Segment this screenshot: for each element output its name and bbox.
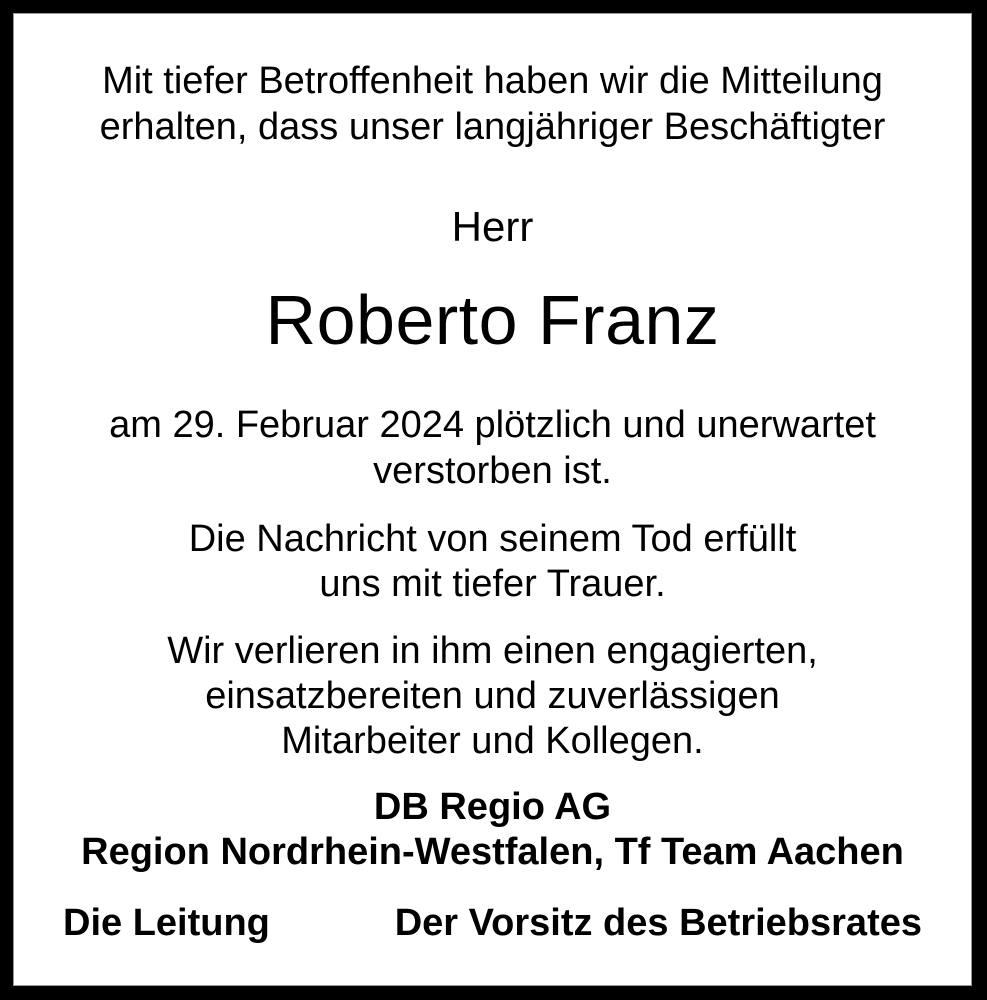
death-line-1: am 29. Februar 2024 plötzlich und unerwartet (109, 404, 876, 446)
tribute-line-1: Wir verlieren in ihm einen engagierten, (167, 630, 818, 672)
grief-line-2: uns mit tiefer Trauer. (319, 563, 666, 605)
organization (13, 785, 972, 875)
tribute-line-2: einsatzbereiten und zuverlässigen (205, 675, 780, 717)
tribute-line-3: Mitarbeiter und Kollegen. (281, 720, 704, 762)
deceased-name: Roberto Franz (265, 281, 720, 359)
intro-line-2: erhalten, dass unser langjähriger Beschäftigter (99, 106, 886, 148)
grief-line-1: Die Nachricht von seinem Tod erfüllt (188, 518, 797, 560)
organization-region: Region Nordrhein-Westfalen, Tf Team Aachen (81, 831, 904, 873)
signatures-row (13, 900, 972, 946)
signature-left: Die Leitung (63, 902, 270, 944)
intro-line-1: Mit tiefer Betroffenheit haben wir die Mitteilung (102, 60, 883, 102)
death-announcement (13, 402, 972, 494)
intro-text (13, 58, 972, 150)
grief-statement (13, 517, 972, 607)
organization-name: DB Regio AG (373, 786, 612, 828)
salutation: Herr (451, 203, 534, 250)
tribute-statement (13, 629, 972, 764)
signature-right: Der Vorsitz des Betriebsrates (394, 902, 922, 944)
obituary-card (13, 13, 972, 986)
death-line-2: verstorben ist. (373, 450, 612, 492)
